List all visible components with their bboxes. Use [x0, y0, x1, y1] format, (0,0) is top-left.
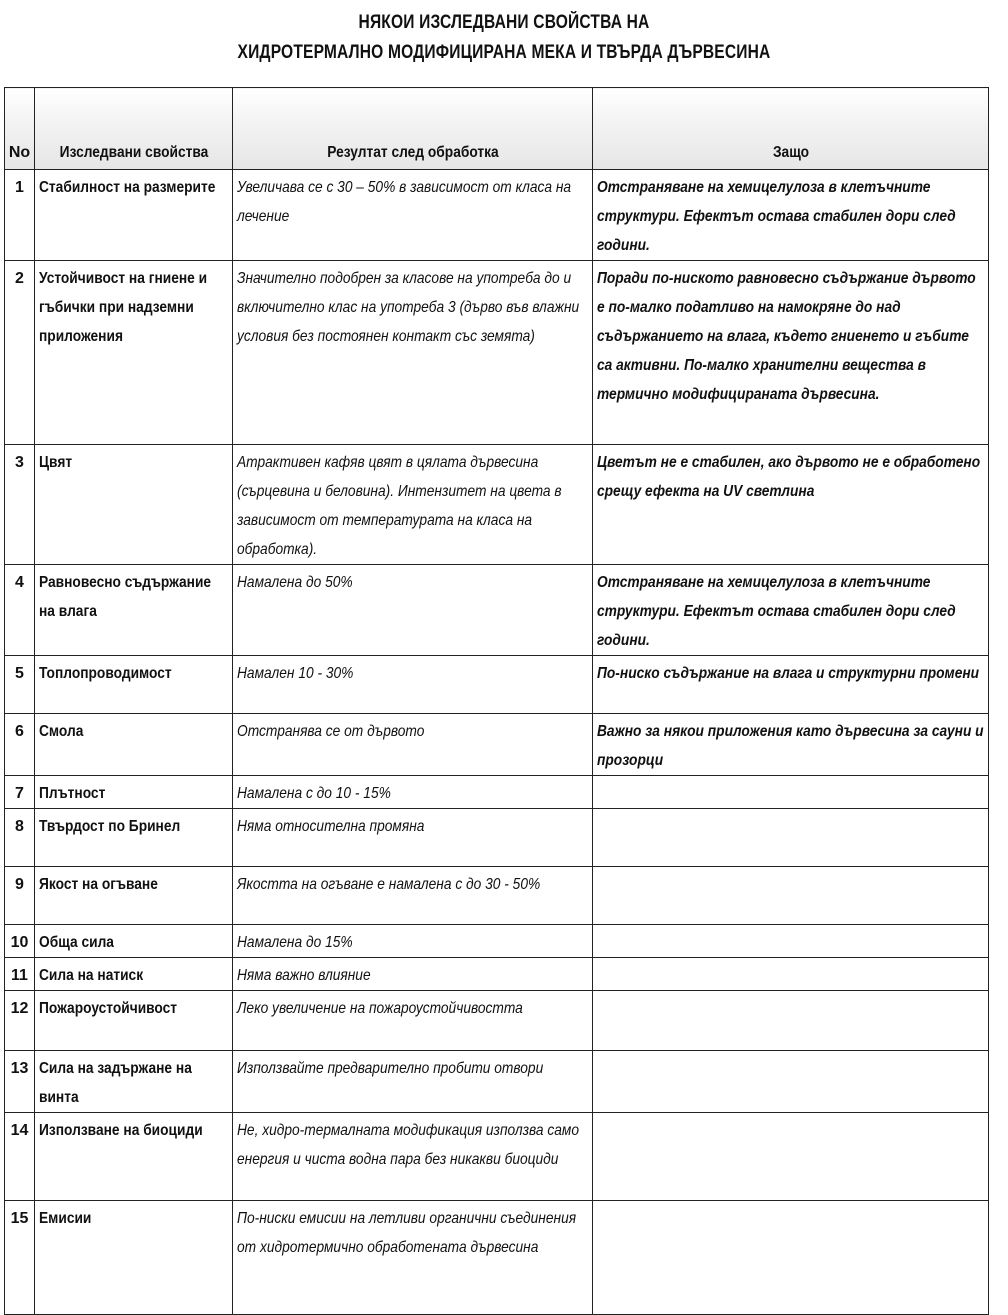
table-row: [5, 445, 989, 565]
row-result: Леко увеличение на пожароустойчивостта: [233, 991, 593, 1051]
header-why: Защо: [593, 88, 989, 170]
row-result: Увеличава се с 30 – 50% в зависимост от класа на лечение: [233, 170, 593, 261]
row-result: По-ниски емисии на летливи органични съединения от хидротермично обработената дървесина: [233, 1201, 593, 1315]
header-result: Резултат след обработка: [233, 88, 593, 170]
row-property: Сила на задържане на винта: [35, 1051, 233, 1113]
row-why: Поради по-ниското равновесно съдържание дървото е по-малко податливо на намокряне до над съдържанието на влага, където гниенето и гъбите са активни. По-малко хранителни вещества в термично модифицираната дървесина.: [593, 261, 989, 445]
row-result: Не, хидро-термалната модификация използва само енергия и чиста водна пара без никакви биоциди: [233, 1113, 593, 1201]
document-title: [0, 8, 1008, 68]
row-number: 7: [5, 776, 35, 809]
header-no: No: [5, 88, 35, 170]
row-property: Емисии: [35, 1201, 233, 1315]
row-number: 14: [5, 1113, 35, 1201]
row-why: [593, 776, 989, 809]
row-why: Отстраняване на хемицелулоза в клетъчните структури. Ефектът остава стабилен дори след години.: [593, 170, 989, 261]
row-result: Намален 10 - 30%: [233, 656, 593, 714]
row-property: Пожароустойчивост: [35, 991, 233, 1051]
row-number: 6: [5, 714, 35, 776]
row-number: 2: [5, 261, 35, 445]
table-row: [5, 958, 989, 991]
row-property: Използване на биоциди: [35, 1113, 233, 1201]
row-result: Якостта на огъване е намалена с до 30 - 50%: [233, 867, 593, 925]
row-property: Устойчивост на гниене и гъбички при надземни приложения: [35, 261, 233, 445]
table-header-row: [5, 88, 989, 170]
row-number: 1: [5, 170, 35, 261]
table-row: [5, 991, 989, 1051]
row-why: [593, 867, 989, 925]
properties-table: [4, 87, 989, 1315]
row-why: [593, 809, 989, 867]
header-property: Изследвани свойства: [35, 88, 233, 170]
row-why: [593, 925, 989, 958]
row-property: Плътност: [35, 776, 233, 809]
row-number: 11: [5, 958, 35, 991]
row-result: Няма важно влияние: [233, 958, 593, 991]
row-why: [593, 1051, 989, 1113]
title-line-2: ХИДРОТЕРМАЛНО МОДИФИЦИРАНА МЕКА И ТВЪРДА ДЪРВЕСИНА: [237, 42, 771, 63]
row-property: Сила на натиск: [35, 958, 233, 991]
title-line-1: НЯКОИ ИЗСЛЕДВАНИ СВОЙСТВА НА: [358, 12, 650, 33]
table-row: [5, 565, 989, 656]
row-result: Намалена до 50%: [233, 565, 593, 656]
row-result: Значително подобрен за класове на употреба до и включително клас на употреба 3 (дърво във влажни условия без постоянен контакт със земята): [233, 261, 593, 445]
row-why: Важно за някои приложения като дървесина за сауни и прозорци: [593, 714, 989, 776]
table-row: [5, 170, 989, 261]
row-why: [593, 1201, 989, 1315]
row-number: 15: [5, 1201, 35, 1315]
table-row: [5, 261, 989, 445]
table-row: [5, 867, 989, 925]
row-why: [593, 1113, 989, 1201]
row-property: Равновесно съдържание на влага: [35, 565, 233, 656]
row-number: 12: [5, 991, 35, 1051]
row-result: Намалена до 15%: [233, 925, 593, 958]
row-result: Няма относителна промяна: [233, 809, 593, 867]
row-result: Използвайте предварително пробити отвори: [233, 1051, 593, 1113]
row-why: Отстраняване на хемицелулоза в клетъчните структури. Ефектът остава стабилен дори след години.: [593, 565, 989, 656]
row-result: Атрактивен кафяв цвят в цялата дървесина (сърцевина и беловина). Интензитет на цвета в зависимост от температурата на класа на обработка).: [233, 445, 593, 565]
table-row: [5, 809, 989, 867]
table-row: [5, 714, 989, 776]
row-property: Топлопроводимост: [35, 656, 233, 714]
row-result: Намалена с до 10 - 15%: [233, 776, 593, 809]
row-why: Цветът не е стабилен, ако дървото не е обработено срещу ефекта на UV светлина: [593, 445, 989, 565]
table-row: [5, 1201, 989, 1315]
row-why: По-ниско съдържание на влага и структурни промени: [593, 656, 989, 714]
table-row: [5, 1051, 989, 1113]
row-number: 10: [5, 925, 35, 958]
row-why: [593, 958, 989, 991]
table-row: [5, 656, 989, 714]
table-row: [5, 776, 989, 809]
row-property: Стабилност на размерите: [35, 170, 233, 261]
row-number: 3: [5, 445, 35, 565]
row-number: 4: [5, 565, 35, 656]
row-property: Обща сила: [35, 925, 233, 958]
row-property: Якост на огъване: [35, 867, 233, 925]
row-number: 5: [5, 656, 35, 714]
row-number: 13: [5, 1051, 35, 1113]
table-row: [5, 925, 989, 958]
row-property: Цвят: [35, 445, 233, 565]
row-property: Твърдост по Бринел: [35, 809, 233, 867]
row-number: 9: [5, 867, 35, 925]
table-row: [5, 1113, 989, 1201]
row-result: Отстранява се от дървото: [233, 714, 593, 776]
row-property: Смола: [35, 714, 233, 776]
row-number: 8: [5, 809, 35, 867]
row-why: [593, 991, 989, 1051]
